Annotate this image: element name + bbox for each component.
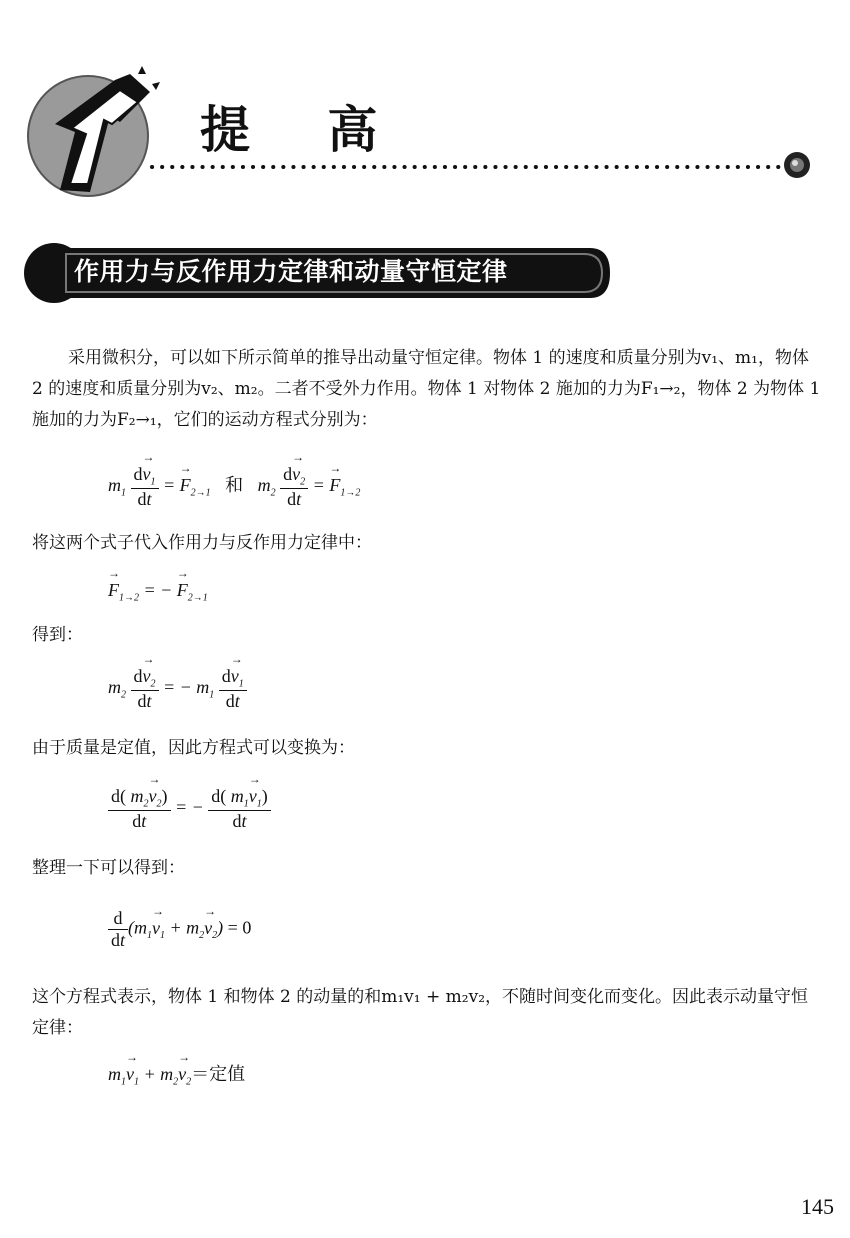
equation-momentum-rate: $m_2$ $\frac{d\to v_2}{dt}$ = − $m_1$ $\frac{d\to v_1}{dt}$ xyxy=(108,666,247,712)
paragraph-rearrange: 整理一下可以得到： xyxy=(32,858,185,878)
page-number: 145 xyxy=(801,1194,834,1219)
paragraph-obtain: 得到： xyxy=(32,625,83,645)
paragraph-conclusion: 这个方程式表示，物体 1 和物体 2 的动量的和m₁v₁ + m₂v₂，不随时间变化而变化。因此表示动量守恒定律： xyxy=(32,987,809,1038)
arrow-badge-icon xyxy=(20,62,170,202)
equation-and-word: 和 xyxy=(225,474,244,495)
equation-conservation-law: $m_1\to v_1 + m_2\to v_2=$定值 xyxy=(108,1060,245,1088)
equation-constant-label: ＝定值 xyxy=(191,1064,246,1084)
bullet-end-icon xyxy=(782,150,812,180)
equation-momentum-derivative: $\frac{d( m_2\to v_2)}{dt}$ = − $\frac{d( m_1\to v_1)}{dt}$ xyxy=(108,786,271,832)
dotted-divider xyxy=(150,162,790,172)
paragraph-transform: 由于质量是定值，因此方程式可以变换为： xyxy=(32,738,355,758)
page-title: 提 高 xyxy=(200,101,408,159)
paragraph-intro: 采用微积分，可以如下所示简单的推导出动量守恒定律。物体 1 的速度和质量分别为v₁、m₁，物体 2 的速度和质量分别为v₂、m₂。二者不受外力作用。物体 1 对物体 2 施加的力为F₁→₂，物体 2 为物体 1 施加的力为F₂→₁，它们的运动方程式分别为： xyxy=(32,348,821,430)
section-title: 作用力与反作用力定律和动量守恒定律 xyxy=(74,257,508,286)
equation-motion: $m_1$ $\frac{d\to v_1}{dt}$ = → $F_{2\to 1}$ 和 $m_2$ $\frac{d\to v_2}{dt}$ = → $F_{1\to 2}$ xyxy=(108,464,360,510)
paragraph-substitute: 将这两个式子代入作用力与反作用力定律中： xyxy=(32,533,372,553)
equation-conservation-derivative: $\frac{d}{dt}$ $(m_1\to v_1 + m_2\to v_2) = 0$ xyxy=(108,908,251,951)
equation-action-reaction: → $F_{1\to 2}$ = − → $F_{2\to 1}$ xyxy=(108,580,208,604)
